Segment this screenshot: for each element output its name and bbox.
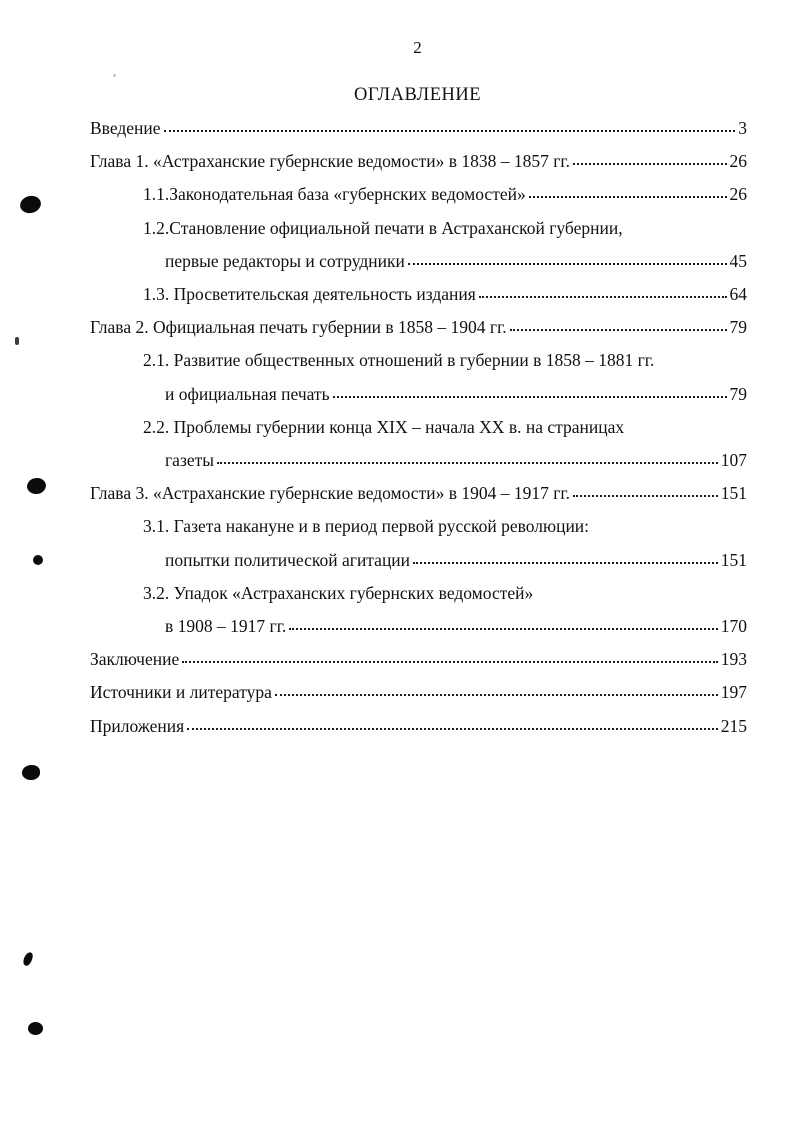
toc-entry-label: Глава 2. Официальная печать губернии в 1858 – 1904 гг. [90,317,507,338]
ink-blot-artifact [28,1022,43,1035]
dot-leader [412,548,719,566]
toc-entry-label: первые редакторы и сотрудники [165,250,405,271]
toc-entry [90,643,747,676]
toc-entry-label: в 1908 – 1917 гг. [165,616,287,637]
toc-entry [143,411,747,444]
dot-leader [407,249,728,267]
dot-leader [332,382,728,400]
toc-entry [90,477,747,510]
toc-entry [165,245,747,278]
toc-entry-page: 79 [729,383,747,404]
toc-entry-label: 1.3. Просветительская деятельность издания [143,284,476,305]
toc-entry-page: 26 [729,151,747,172]
toc-entry-label: газеты [165,450,215,471]
ink-blot-artifact [22,951,34,967]
page-number: 2 [413,38,422,57]
toc-entry-page: 64 [729,284,747,305]
dot-leader [216,449,719,467]
page-title: ОГЛАВЛЕНИЕ [353,85,482,105]
toc-entry [143,178,747,211]
toc-entry-page: 170 [720,616,747,637]
toc-entry-page: 3 [738,118,747,138]
dot-leader [572,482,719,500]
toc-entry [143,577,747,610]
toc-entry-label: Заключение [90,649,180,670]
toc-list [0,112,793,743]
toc-entry [143,278,747,311]
ink-blot-artifact [15,337,19,345]
toc-entry [165,378,747,411]
scan-speck-artifact [113,74,116,77]
toc-entry [143,510,747,543]
dot-leader [288,615,718,633]
toc-entry-page: 151 [720,549,747,570]
toc-entry [90,112,747,145]
dot-leader [163,117,737,135]
toc-entry-page: 79 [729,317,747,338]
dot-leader [509,316,728,334]
toc-entry-label: Глава 3. «Астраханские губернские ведомости» в 1904 – 1917 гг. [90,483,570,504]
toc-entry [165,444,747,477]
toc-entry [165,544,747,577]
toc-entry-label: Источники и литература [90,682,272,703]
dot-leader [186,714,719,732]
toc-entry-label: Введение [90,118,161,138]
toc-entry-label: 3.1. Газета накануне и в период первой русской революции: [143,516,590,537]
dot-leader [181,648,719,666]
ink-blot-artifact [22,765,40,780]
toc-entry-page: 151 [720,483,747,504]
dot-leader [572,150,728,168]
toc-entry-page: 26 [729,184,747,205]
toc-entry-label: Глава 1. «Астраханские губернские ведомости» в 1838 – 1857 гг. [90,151,570,172]
toc-entry-page: 107 [720,450,747,471]
dot-leader [274,681,719,699]
toc-entry-label: попытки политической агитации [165,549,411,570]
dot-leader [478,283,728,301]
toc-entry [90,676,747,709]
toc-entry-label: 1.2.Становление официальной печати в Астраханской губернии, [143,217,623,238]
toc-entry-page: 197 [720,682,747,703]
toc-entry-label: 2.1. Развитие общественных отношений в губернии в 1858 – 1881 гг. [143,350,655,371]
toc-entry-label: 2.2. Проблемы губернии конца XIX – начала XX в. на страницах [143,416,625,437]
toc-entry-label: и официальная печать [165,383,330,404]
toc-entry-label: Приложения [90,715,185,736]
toc-entry-page: 215 [720,715,747,736]
toc-entry [143,344,747,377]
toc-entry [90,145,747,178]
toc-entry-label: 3.2. Упадок «Астраханских губернских ведомостей» [143,582,534,603]
toc-entry-page: 45 [729,250,747,271]
toc-entry [90,710,747,743]
toc-entry [165,610,747,643]
dot-leader [528,183,728,201]
toc-entry-label: 1.1.Законодательная база «губернских ведомостей» [143,184,526,205]
toc-entry [143,212,747,245]
toc-entry [90,311,747,344]
ink-blot-artifact [33,555,43,565]
toc-entry-page: 193 [720,649,747,670]
